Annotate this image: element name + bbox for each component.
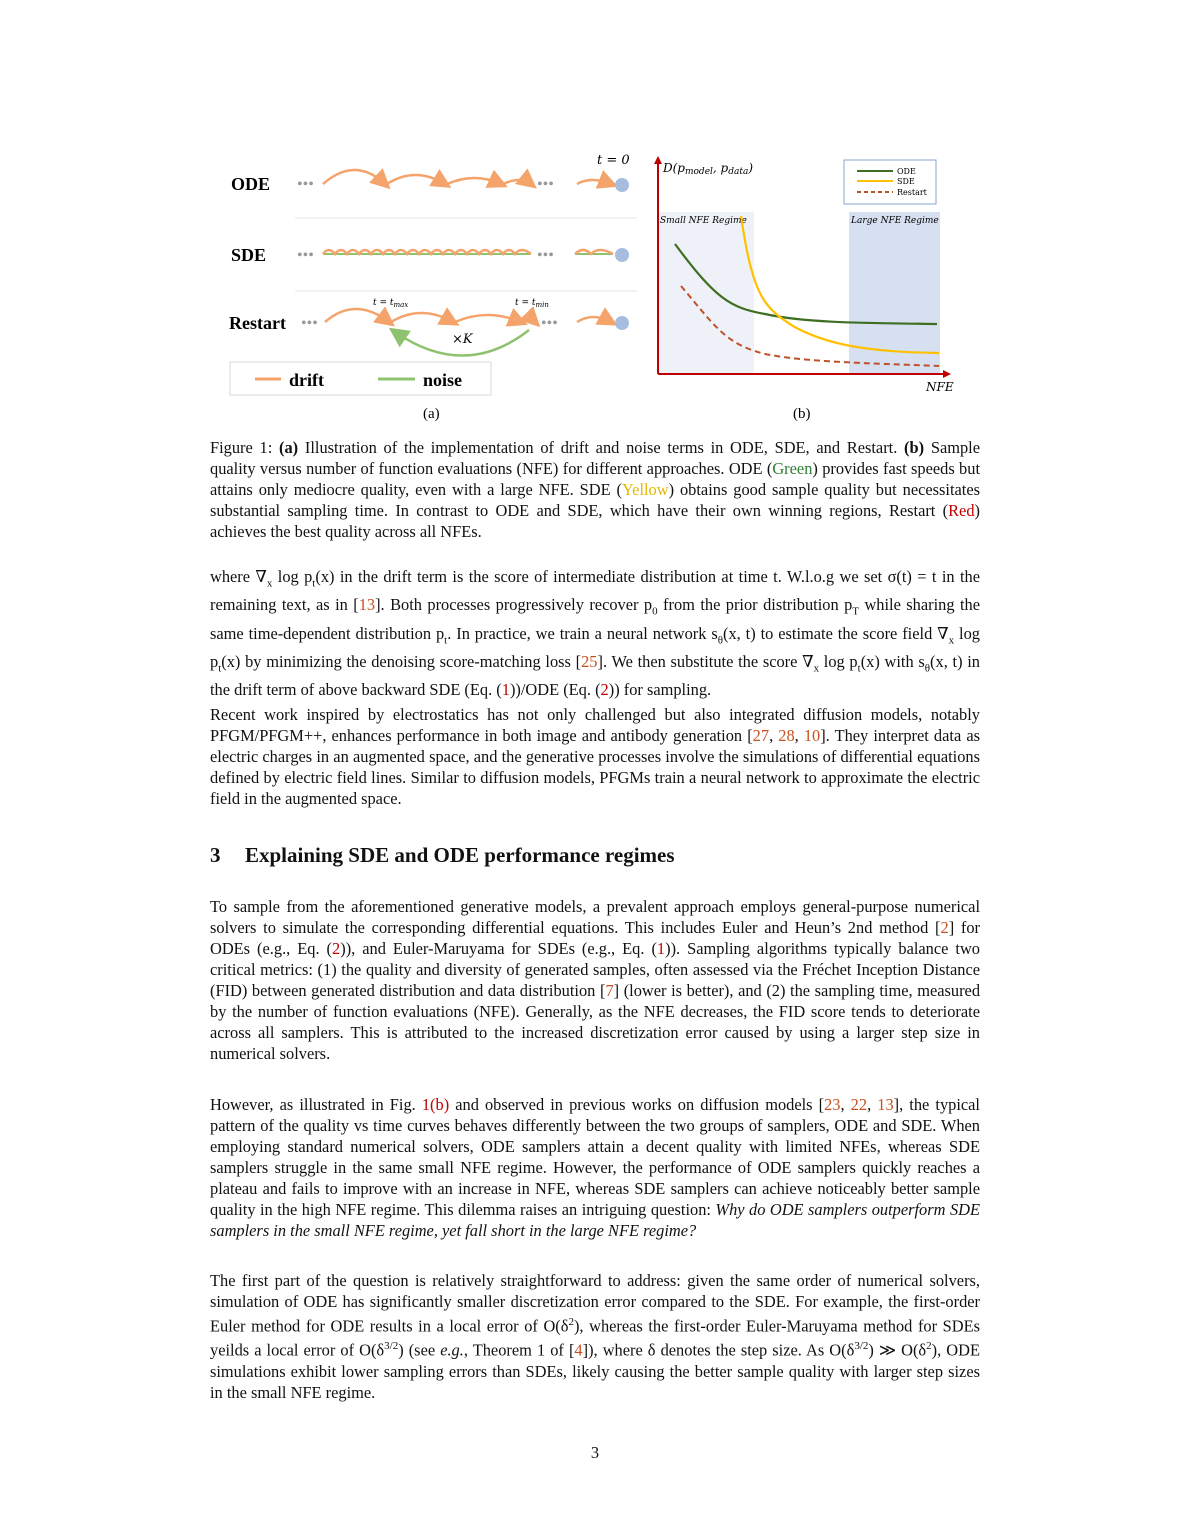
large-nfe-region: [849, 212, 940, 374]
legend-restart: Restart: [897, 188, 927, 197]
legend-drift: drift: [289, 370, 324, 390]
end-dot: [615, 316, 629, 330]
x-axis-label: NFE: [926, 380, 954, 394]
svg-text:t = tmax: [373, 298, 408, 309]
row-label-restart: Restart: [229, 313, 286, 333]
tmin-label: t = t: [515, 298, 536, 308]
citation-link[interactable]: 13: [358, 595, 376, 615]
ellipsis-icon: •••: [297, 176, 314, 193]
y-axis-sub1: model: [684, 167, 713, 177]
caption-text: ) obtains good sample quality but necessitates substantial sampling time. In contrast to ODE and SDE, which have their own winning regions, Restart (: [210, 480, 980, 520]
citation-link[interactable]: 4: [574, 1340, 583, 1360]
ellipsis-icon: •••: [541, 315, 558, 332]
ellipsis-icon: •••: [537, 247, 554, 264]
t0-label: t = 0: [597, 153, 630, 168]
end-dot: [615, 178, 629, 192]
section-heading: [210, 843, 980, 868]
ellipsis-icon: •••: [297, 247, 314, 264]
caption-text: Sample quality versus number of function evaluations (NFE) for different approaches. ODE (: [210, 438, 980, 478]
caption-green: Green: [772, 459, 813, 478]
large-nfe-label: Large NFE Regime: [851, 216, 939, 226]
citation-link[interactable]: 7: [605, 981, 614, 1000]
citation-link[interactable]: 23: [824, 1095, 841, 1114]
panel-b: [654, 156, 954, 394]
research-question: Why do ODE samplers outperform SDE samplers in the small NFE regime, yet fall short in the large NFE regime?: [210, 1200, 980, 1240]
caption-a-label: (a): [279, 438, 299, 457]
section-title: Explaining SDE and ODE performance regimes: [245, 843, 675, 867]
tmin-sub: min: [535, 301, 549, 309]
equation-link[interactable]: 1: [656, 939, 666, 958]
equation-link[interactable]: 1: [501, 680, 510, 700]
svg-text:D(pmodel, pdata): [662, 161, 753, 177]
figure-caption: [210, 437, 980, 542]
ode-drift-arcs: [297, 170, 629, 193]
y-axis-label: D(p: [663, 161, 685, 175]
citation-link[interactable]: 25: [581, 651, 598, 671]
tmax-label: t = t: [373, 298, 394, 308]
subfigure-label-a: (a): [423, 406, 440, 422]
caption-a-text: Illustration of the implementation of drift and noise terms in ODE, SDE, and Restart.: [298, 438, 905, 457]
equation-link[interactable]: 2: [332, 939, 341, 958]
citation-link[interactable]: 10: [803, 726, 821, 745]
y-axis-sub2: data: [728, 167, 749, 177]
page-number: 3: [590, 1443, 600, 1462]
paragraph-4: However, as illustrated in Fig. 1(b) and observed in previous works on diffusion models [23, 22, 13], the typical pattern of the quality vs time curves behaves differently between the two groups of samplers, ODE and SDE. When employing standard numerical solvers, ODE samplers attain a decent quality with limited NFEs, whereas SDE samplers struggle in the same small NFE regime. However, the performance of ODE samplers quickly reaches a plateau and fails to improve with an increase in NFE, whereas SDE samplers can achieve noticeably better sample quality in the high NFE regime. This dilemma raises an intriguing question: Why do ODE samplers outperform SDE samplers in the small NFE regime, yet fall short in the large NFE regime?: [210, 1095, 980, 1240]
caption-red: Red: [948, 501, 975, 520]
legend-ode: ODE: [897, 167, 916, 176]
y-axis-mid: , p: [712, 161, 729, 175]
ellipsis-icon: •••: [537, 176, 554, 193]
citation-link[interactable]: 28: [778, 726, 795, 745]
restart-drift-noise: [301, 298, 629, 356]
row-label-sde: SDE: [231, 245, 267, 265]
citation-link[interactable]: 2: [940, 918, 949, 937]
caption-b-label: (b): [904, 438, 925, 457]
paragraph-5: The first part of the question is relatively straightforward to address: given the same order of numerical solvers, simulation of ODE has significantly smaller discretization error compared to the SDE. For example, the first-order Euler method for ODE results in a local error of $O(\delta^2)$, whereas the first-order Euler-Maruyama method for SDEs yeilds a local error of $O(\delta^{3/2})$ (see e.g., Theorem 1 of [4]), where δ denotes the step size. As $O(\delta^{3/2})$ ≫ $O(\delta^2)$, ODE simulations exhibit lower sampling errors than SDEs, likely causing the better sample quality with larger step sizes in the small NFE regime.: [210, 1271, 980, 1402]
end-dot: [615, 248, 629, 262]
paragraph-3: To sample from the aforementioned generative models, a prevalent approach employs general-purpose numerical solvers to simulate the corresponding differential equations. This includes Euler and Heun’s 2nd method [2] for ODEs (e.g., Eq. (2)), and Euler-Maruyama for SDEs (e.g., Eq. (1)). Sampling algorithms typically balance two critical metrics: (1) the quality and diversity of generated samples, often assessed via the Fréchet Inception Distance (FID) between generated distribution and data distribution [7] (lower is better), and (2) the sampling time, measured by the number of function evaluations (NFE). Generally, as the NFE decreases, the FID score tends to deteriorate across all samplers. This is attributed to the increased discretization error caused by using a larger step size in numerical solvers.: [210, 897, 981, 1063]
figure-1: [225, 148, 985, 428]
citation-link[interactable]: 22: [850, 1095, 868, 1114]
small-nfe-label: Small NFE Regime: [660, 216, 747, 226]
panel-a-legend: [230, 362, 491, 395]
legend-noise: noise: [423, 370, 463, 390]
equation-link[interactable]: 2: [600, 680, 609, 700]
section-number: 3: [210, 843, 221, 867]
panel-b-legend: [844, 160, 936, 204]
caption-prefix: Figure 1:: [210, 438, 280, 457]
caption-text: ) provides fast speeds but attains only mediocre quality, even with a large NFE. SDE (: [210, 459, 981, 499]
citation-link[interactable]: 27: [752, 726, 770, 745]
subfigure-label-b: (b): [793, 406, 811, 422]
ellipsis-icon: •••: [301, 315, 318, 332]
citation-link[interactable]: 13: [877, 1095, 894, 1114]
repeat-k-label: ×K: [452, 332, 473, 347]
row-label-ode: ODE: [231, 174, 271, 194]
small-nfe-region: [658, 212, 754, 374]
paragraph-1: where $\nabla_x$ $\log p_t(x)$ in the drift term is the score of intermediate distribution at time t. W.l.o.g we set σ(t) = t in the remaining text, as in [13]. Both processes progressively recover $p_0$ from the prior distribution $p_T$ while sharing the same time-dependent distribution $p_t$. In practice, we train a neural network $s_\theta(x$, t) to estimate the score field $\nabla_x$ $\log p_t(x)$ by minimizing the denoising score-matching loss [25]. We then substitute the score $\nabla_x$ $\log p_t(x)$ with $s_\theta(x$, t) in the drift term of above backward SDE (Eq. (1))/ODE (Eq. (2)) for sampling.: [210, 567, 980, 700]
tmax-sub: max: [393, 301, 409, 309]
legend-sde: SDE: [897, 177, 915, 186]
y-axis-end: ): [748, 161, 754, 175]
svg-text:t = tmin: [515, 298, 549, 309]
figure-link[interactable]: 1(b): [421, 1095, 450, 1114]
caption-text: ) achieves the best quality across all NFEs.: [210, 501, 980, 541]
caption-yellow: Yellow: [621, 480, 669, 499]
panel-a: [229, 153, 637, 395]
sde-drift-noise: [297, 247, 629, 264]
paragraph-2: Recent work inspired by electrostatics has not only challenged but also integrated diffusion models, notably PFGM/PFGM++, enhances performance in both image and antibody generation [27, 28, 10]. They interpret data as electric charges in an augmented space, and the generative processes involve the simulations of differential equations defined by electric field lines. Similar to diffusion models, PFGMs train a neural network to approximate the electric field in the augmented space.: [210, 705, 980, 808]
